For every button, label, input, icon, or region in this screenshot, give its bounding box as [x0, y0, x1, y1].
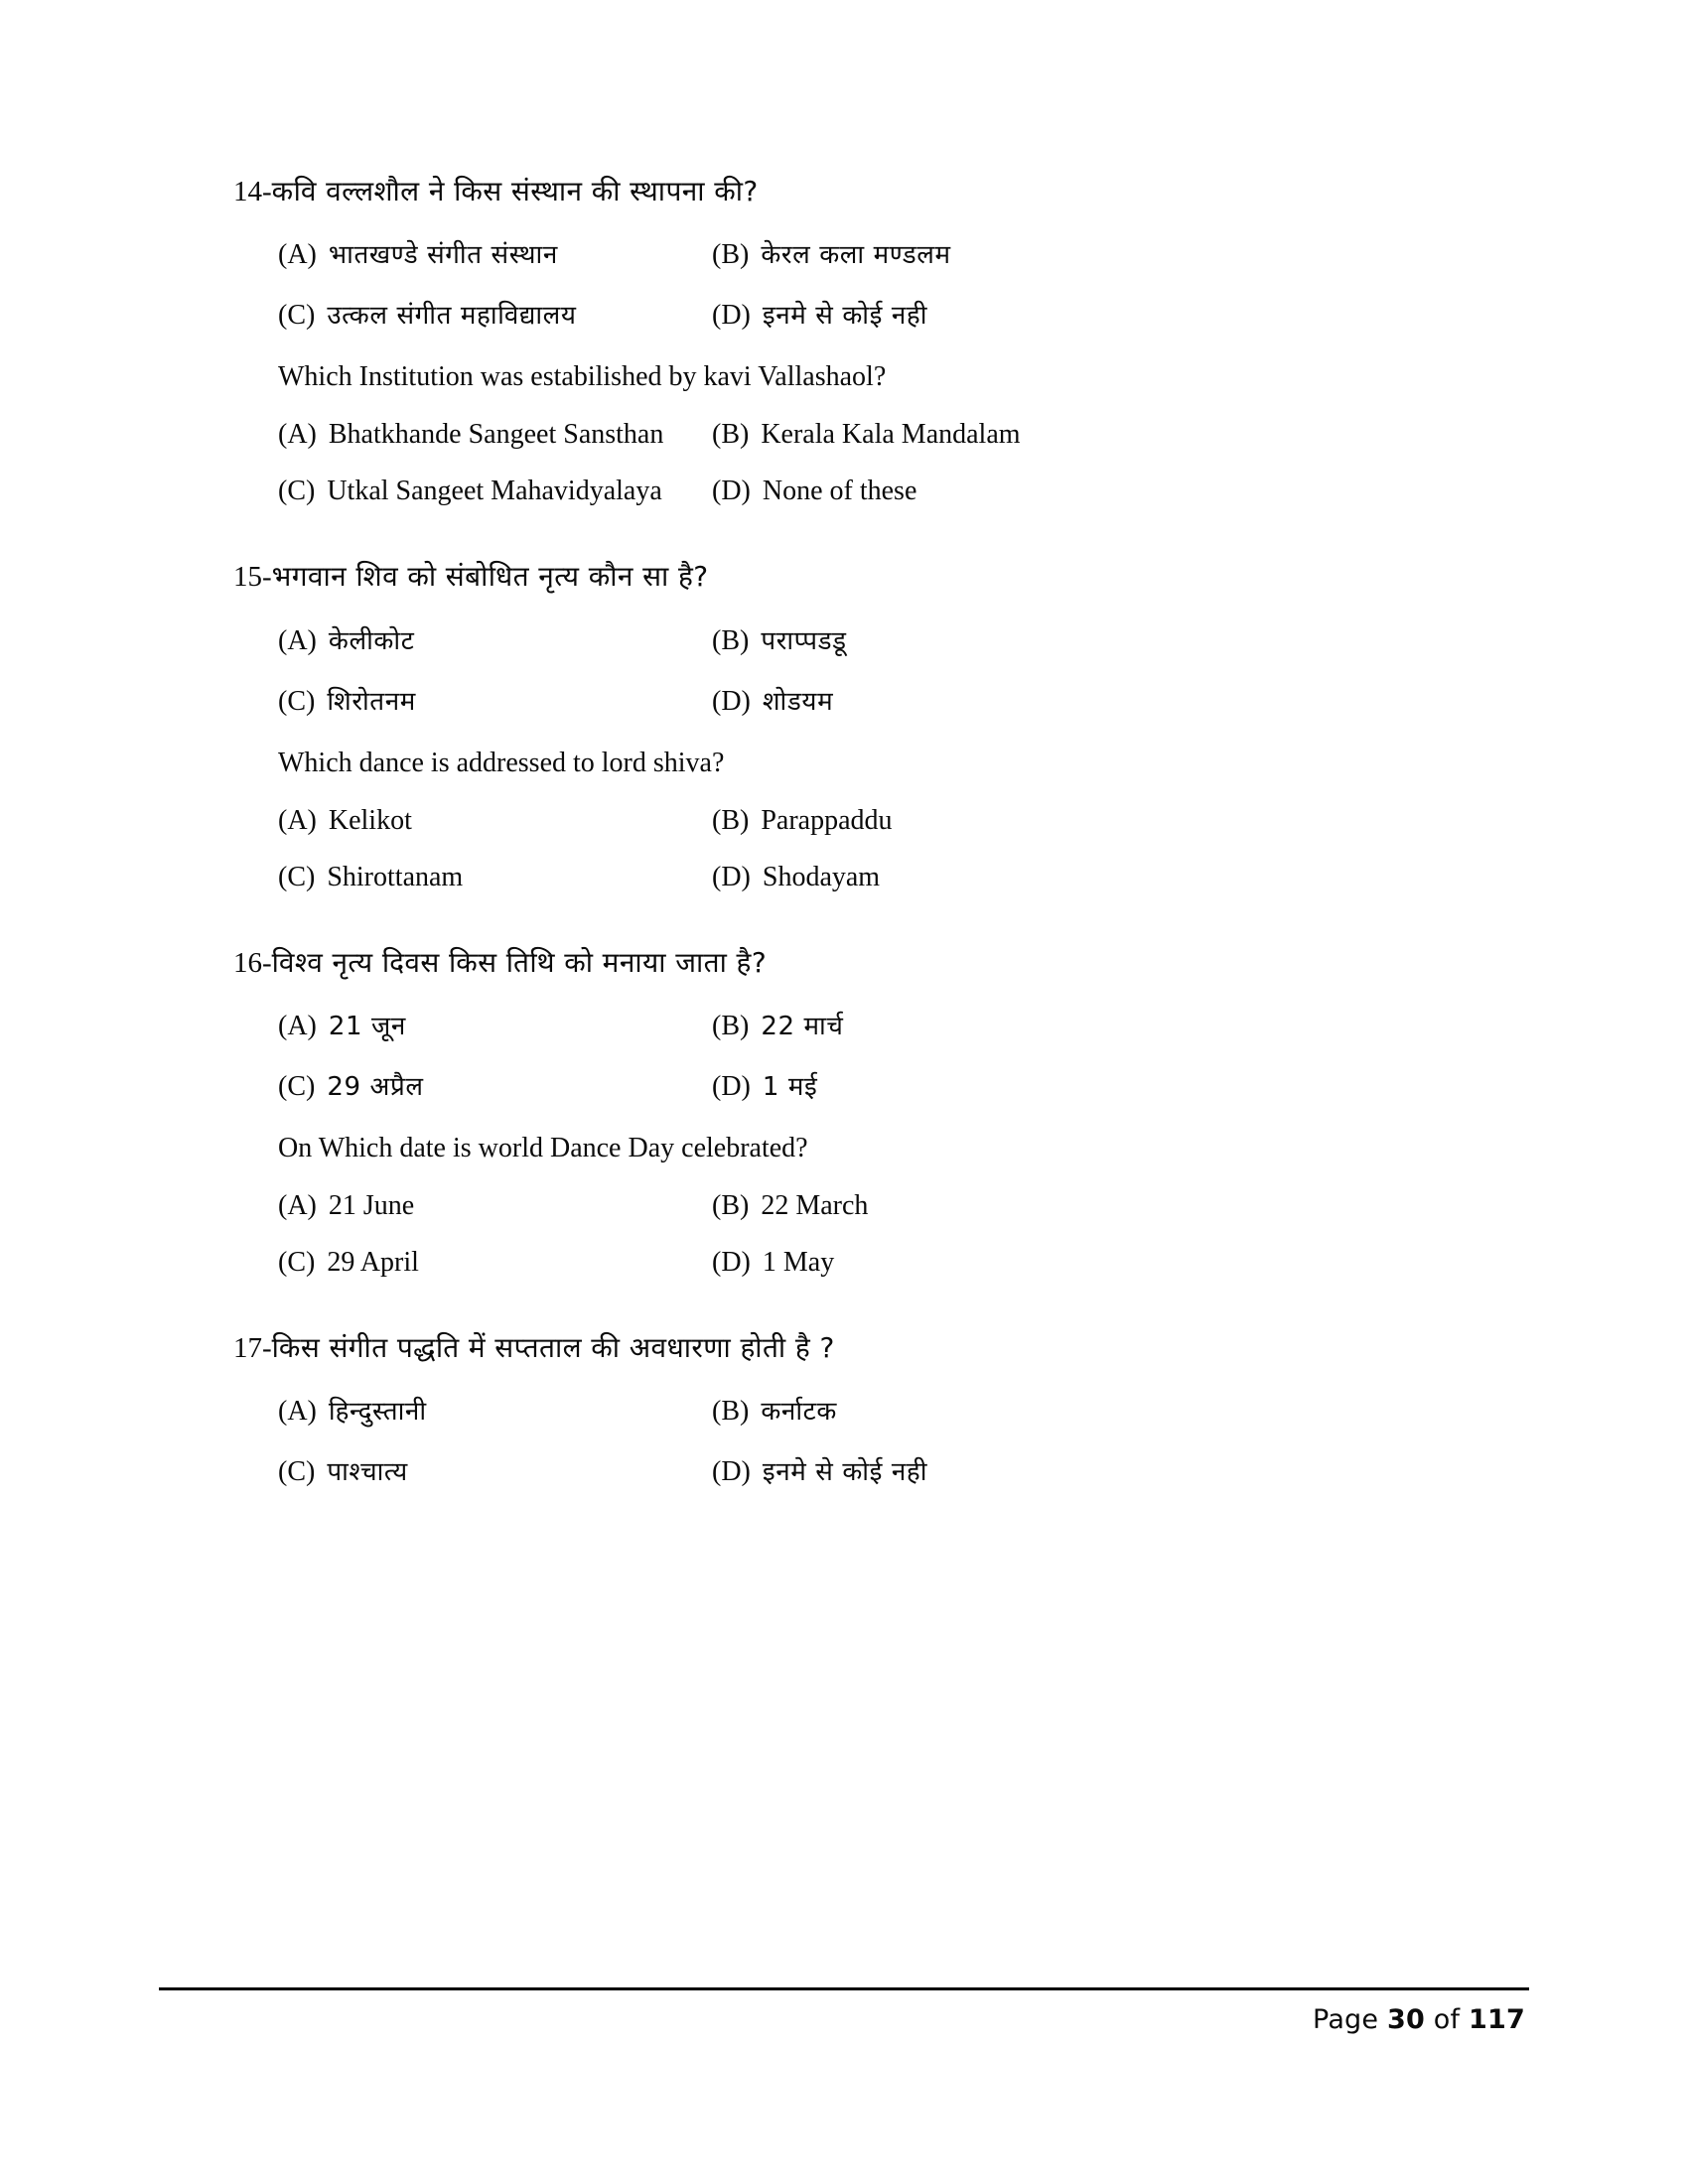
- option-key: (C): [278, 1070, 316, 1102]
- option-label: शोडयम: [762, 686, 834, 717]
- option-label: इनमे से कोई नही: [762, 301, 928, 332]
- question-stem-english-16: On Which date is world Dance Day celebrated?: [278, 1132, 808, 1163]
- option-key: (C): [278, 685, 316, 717]
- question-stem-english-15: Which dance is addressed to lord shiva?: [278, 747, 725, 778]
- option-row-15-cd-hindi: [278, 682, 1473, 718]
- page-label-prefix: Page: [1313, 2004, 1379, 2035]
- option-row-15-ab-hindi: [278, 621, 1473, 657]
- option-label: कर्नाटक: [761, 1397, 837, 1427]
- option-row-16-ab-hindi: [278, 1007, 1473, 1042]
- page-label-middle: of: [1433, 2004, 1461, 2035]
- option-key: (D): [712, 300, 751, 332]
- option-key: (C): [278, 1246, 316, 1278]
- option-key: (A): [278, 804, 317, 836]
- option-label: 29 April: [327, 1246, 419, 1278]
- question-stem-hindi-15: भगवान शिव को संबोधित नृत्य कौन सा है?: [271, 560, 709, 594]
- question-stem-15: [233, 559, 1473, 595]
- question-stem-hindi-16: विश्व नृत्य दिवस किस तिथि को मनाया जाता है?: [271, 945, 768, 979]
- option-label: Shodayam: [762, 861, 881, 892]
- option-key: (C): [278, 861, 316, 892]
- option-17-c-hindi[interactable]: [278, 1452, 712, 1488]
- option-key: (B): [712, 1396, 750, 1427]
- option-key: (D): [712, 1070, 751, 1102]
- option-label: 21 जून: [328, 1011, 406, 1041]
- option-label: 29 अप्रैल: [327, 1071, 424, 1102]
- option-row-17-cd-hindi: [278, 1452, 1473, 1488]
- option-15-a-hindi[interactable]: [278, 621, 712, 657]
- option-key: (B): [712, 1189, 750, 1221]
- option-16-b-hindi[interactable]: [712, 1007, 1473, 1042]
- option-label: पराप्पडडू: [761, 625, 847, 656]
- option-17-b-hindi[interactable]: [712, 1392, 1473, 1428]
- option-key: (A): [278, 1396, 317, 1427]
- option-key: (A): [278, 239, 317, 271]
- option-14-b-hindi[interactable]: [712, 235, 1473, 271]
- question-stem-14: [233, 174, 1473, 209]
- option-key: (B): [712, 624, 750, 656]
- question-block-17: [233, 1330, 1473, 1488]
- option-label: पाश्चात्य: [327, 1457, 408, 1487]
- option-17-d-hindi[interactable]: [712, 1452, 1473, 1488]
- option-15-a-english[interactable]: [278, 805, 712, 837]
- question-number-15: 15-: [233, 561, 272, 594]
- option-label: Bhatkhande Sangeet Sansthan: [328, 419, 664, 451]
- question-stem-hindi-14: कवि वल्लशौल ने किस संस्थान की स्थापना की?: [271, 175, 759, 207]
- option-key: (D): [712, 476, 751, 507]
- option-key: (D): [712, 861, 751, 892]
- question-list: [233, 174, 1473, 1540]
- option-label: उत्कल संगीत महाविद्यालय: [327, 301, 577, 332]
- page-footer: [159, 1987, 1529, 2035]
- option-14-a-english[interactable]: [278, 419, 712, 451]
- option-16-b-english[interactable]: [712, 1190, 1473, 1222]
- question-number-16: 16-: [233, 946, 272, 979]
- option-label: Kerala Kala Mandalam: [761, 419, 1021, 451]
- option-15-d-english[interactable]: [712, 862, 1473, 893]
- option-key: (A): [278, 624, 317, 656]
- option-15-b-english[interactable]: [712, 805, 1473, 837]
- option-label: Shirottanam: [327, 861, 464, 892]
- option-16-c-hindi[interactable]: [278, 1067, 712, 1103]
- option-row-14-cd-hindi: [278, 296, 1473, 332]
- option-row-16-cd-hindi: [278, 1067, 1473, 1103]
- option-row-16-ab-english: [278, 1190, 1473, 1222]
- option-key: (D): [712, 685, 751, 717]
- option-key: (A): [278, 1010, 317, 1041]
- option-label: Utkal Sangeet Mahavidyalaya: [327, 476, 662, 507]
- option-label: केरल कला मण्डलम: [761, 240, 951, 271]
- option-label: 22 March: [761, 1189, 869, 1221]
- option-17-a-hindi[interactable]: [278, 1392, 712, 1428]
- option-row-14-ab-hindi: [278, 235, 1473, 271]
- question-number-14: 14-: [233, 176, 272, 207]
- option-key: (A): [278, 1189, 317, 1221]
- question-stem-17: [233, 1330, 1473, 1366]
- option-14-c-hindi[interactable]: [278, 296, 712, 332]
- option-label: शिरोतनम: [327, 686, 416, 717]
- option-key: (A): [278, 419, 317, 451]
- option-16-d-english[interactable]: [712, 1247, 1473, 1279]
- option-15-d-hindi[interactable]: [712, 682, 1473, 718]
- option-key: (C): [278, 1456, 316, 1487]
- option-label: Parappaddu: [761, 804, 893, 836]
- option-row-14-cd-english: [278, 476, 1473, 507]
- option-15-c-english[interactable]: [278, 862, 712, 893]
- option-label: हिन्दुस्तानी: [328, 1397, 427, 1427]
- option-label: 22 मार्च: [761, 1011, 844, 1041]
- option-key: (C): [278, 476, 316, 507]
- option-key: (B): [712, 419, 750, 451]
- question-stem-16: [233, 945, 1473, 981]
- option-key: (C): [278, 300, 316, 332]
- option-16-a-hindi[interactable]: [278, 1007, 712, 1042]
- option-15-c-hindi[interactable]: [278, 682, 712, 718]
- option-label: Kelikot: [328, 804, 412, 836]
- option-row-14-ab-english: [278, 419, 1473, 451]
- option-16-c-english[interactable]: [278, 1247, 712, 1279]
- option-16-d-hindi[interactable]: [712, 1067, 1473, 1103]
- option-row-15-cd-english: [278, 862, 1473, 893]
- option-label: भातखण्डे संगीत संस्थान: [328, 240, 558, 271]
- option-14-d-hindi[interactable]: [712, 296, 1473, 332]
- option-label: केलीकोट: [328, 625, 415, 656]
- option-15-b-hindi[interactable]: [712, 621, 1473, 657]
- page-number-label: [159, 1990, 1529, 2035]
- question-stem-hindi-17: किस संगीत पद्धति में सप्तताल की अवधारणा होती है ?: [271, 1330, 835, 1364]
- question-block-14: [233, 174, 1473, 507]
- option-14-a-hindi[interactable]: [278, 235, 712, 271]
- option-row-17-ab-hindi: [278, 1392, 1473, 1428]
- option-14-c-english[interactable]: [278, 476, 712, 507]
- question-number-17: 17-: [233, 1331, 272, 1364]
- option-label: इनमे से कोई नही: [762, 1457, 928, 1487]
- question-block-16: [233, 945, 1473, 1279]
- option-label: 1 May: [762, 1246, 835, 1278]
- option-row-16-cd-english: [278, 1247, 1473, 1279]
- option-14-d-english[interactable]: [712, 476, 1473, 507]
- question-stem-english-14: Which Institution was estabilished by kavi Vallashaol?: [278, 361, 887, 393]
- option-label: 21 June: [328, 1189, 415, 1221]
- page-total-number: 117: [1469, 2004, 1525, 2035]
- option-label: None of these: [762, 476, 917, 507]
- option-label: 1 मई: [762, 1071, 818, 1102]
- option-key: (B): [712, 804, 750, 836]
- option-key: (B): [712, 239, 750, 271]
- option-key: (B): [712, 1010, 750, 1041]
- option-14-b-english[interactable]: [712, 419, 1473, 451]
- option-16-a-english[interactable]: [278, 1190, 712, 1222]
- page-current-number: 30: [1387, 2004, 1425, 2035]
- option-key: (D): [712, 1246, 751, 1278]
- option-key: (D): [712, 1456, 751, 1487]
- question-block-15: [233, 559, 1473, 892]
- option-row-15-ab-english: [278, 805, 1473, 837]
